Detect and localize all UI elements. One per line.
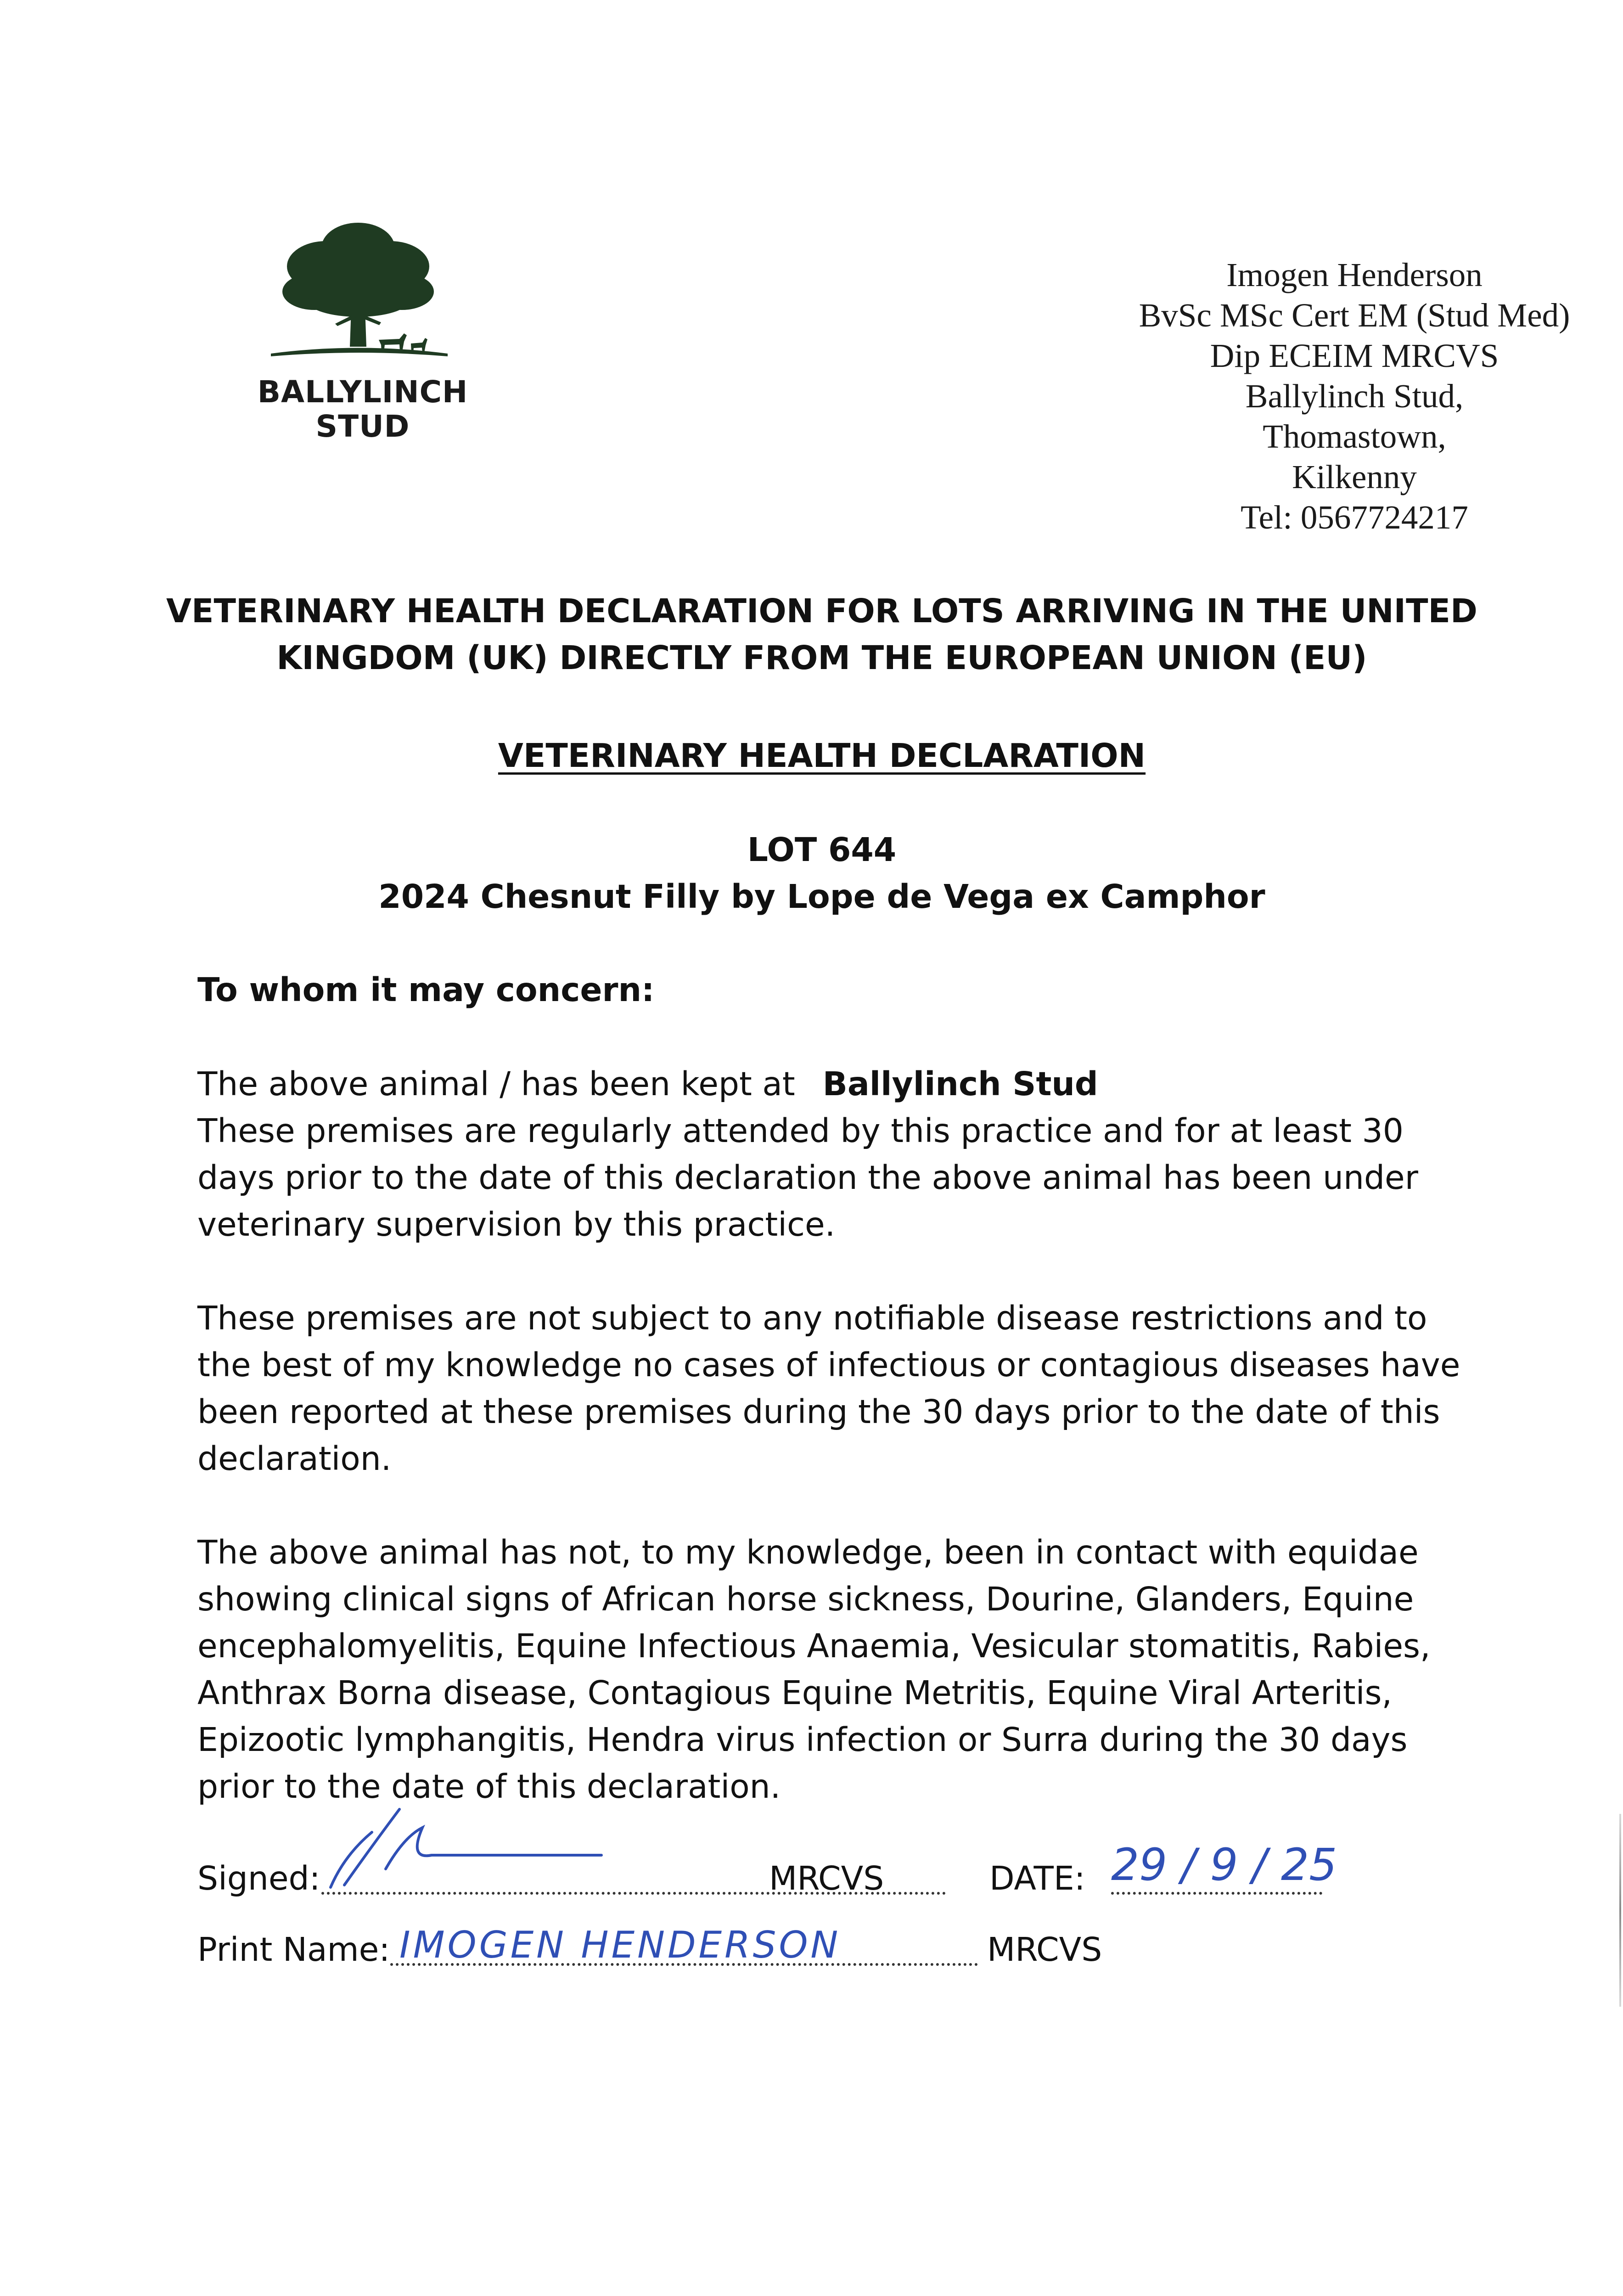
print-name-row: [197, 1926, 1529, 1981]
signature-row: [197, 1839, 1529, 1910]
date-label: DATE:: [989, 1859, 1085, 1897]
logo-text-line2: STUD: [315, 409, 410, 444]
paragraph-restrictions: These premises are not subject to any notifiable disease restrictions and to the best of my knowledge no cases of infectious or contagious diseases have been reported at these premises during the 30 days prior to the date of this declaration.: [197, 1299, 1460, 1478]
vet-qualifications-2: Dip ECEIM MRCVS: [1210, 337, 1499, 374]
lot-info: [156, 827, 1488, 920]
document-title: [156, 588, 1488, 681]
vet-address-line1: Ballylinch Stud,: [1245, 377, 1464, 415]
lot-number: LOT 644: [747, 831, 897, 869]
logo-text-line1: BALLYLINCH: [257, 374, 468, 410]
salutation: To whom it may concern:: [197, 971, 655, 1009]
vet-telephone: Tel: 0567724217: [1241, 499, 1468, 536]
stud-logo: [239, 216, 487, 455]
paragraph-premises: [197, 1061, 1465, 1248]
date-handwritten: 29 / 9 / 25: [1111, 1839, 1337, 1891]
paragraph-premises-prefix: The above animal / has been kept at: [197, 1065, 795, 1103]
document-title-line2: KINGDOM (UK) DIRECTLY FROM THE EUROPEAN UNION (EU): [276, 639, 1367, 677]
vet-name: Imogen Henderson: [1226, 256, 1483, 293]
signature-ink-icon: [317, 1800, 638, 1892]
signed-label: Signed:: [197, 1859, 320, 1897]
signed-suffix: MRCVS: [769, 1859, 884, 1897]
date-dotted-line: [1111, 1892, 1322, 1895]
paragraph-disease-contact: The above animal has not, to my knowledge, been in contact with equidae showing clinical signs of African horse sickness, Dourine, Glanders, Equine encephalomyelitis, Equine Infectious Anaemia, Vesicular stomatitis, Rabies, Anthrax Borna disease, Contagious Equine Metritis, Equine Viral Arteritis, Epizootic lymphangitis, Hendra virus infection or Surra during the 30 days prior to the date of this declaration.: [197, 1533, 1431, 1806]
lot-description: 2024 Chesnut Filly by Lope de Vega ex Camphor: [378, 878, 1265, 916]
vet-address-block: [1093, 255, 1616, 538]
oak-tree-with-horses-icon: [266, 216, 450, 367]
vet-qualifications-1: BvSc MSc Cert EM (Stud Med): [1139, 297, 1570, 334]
document-title-line1: VETERINARY HEALTH DECLARATION FOR LOTS ARRIVING IN THE UNITED: [166, 592, 1477, 630]
print-name-label: Print Name:: [197, 1930, 390, 1969]
vet-address-line2: Thomastown,: [1263, 418, 1446, 455]
scan-edge-artifact: [1619, 1814, 1621, 2007]
document-subtitle: VETERINARY HEALTH DECLARATION: [498, 737, 1146, 775]
print-name-suffix: MRCVS: [987, 1930, 1102, 1969]
paragraph-premises-body: These premises are regularly attended by this practice and for at least 30 days prior to the date of this declaration the above animal has been under veterinary supervision by this practice.: [197, 1112, 1418, 1244]
print-name-handwritten: IMOGEN HENDERSON: [399, 1924, 841, 1966]
premises-name: Ballylinch Stud: [822, 1065, 1098, 1103]
vet-address-line3: Kilkenny: [1292, 458, 1417, 495]
